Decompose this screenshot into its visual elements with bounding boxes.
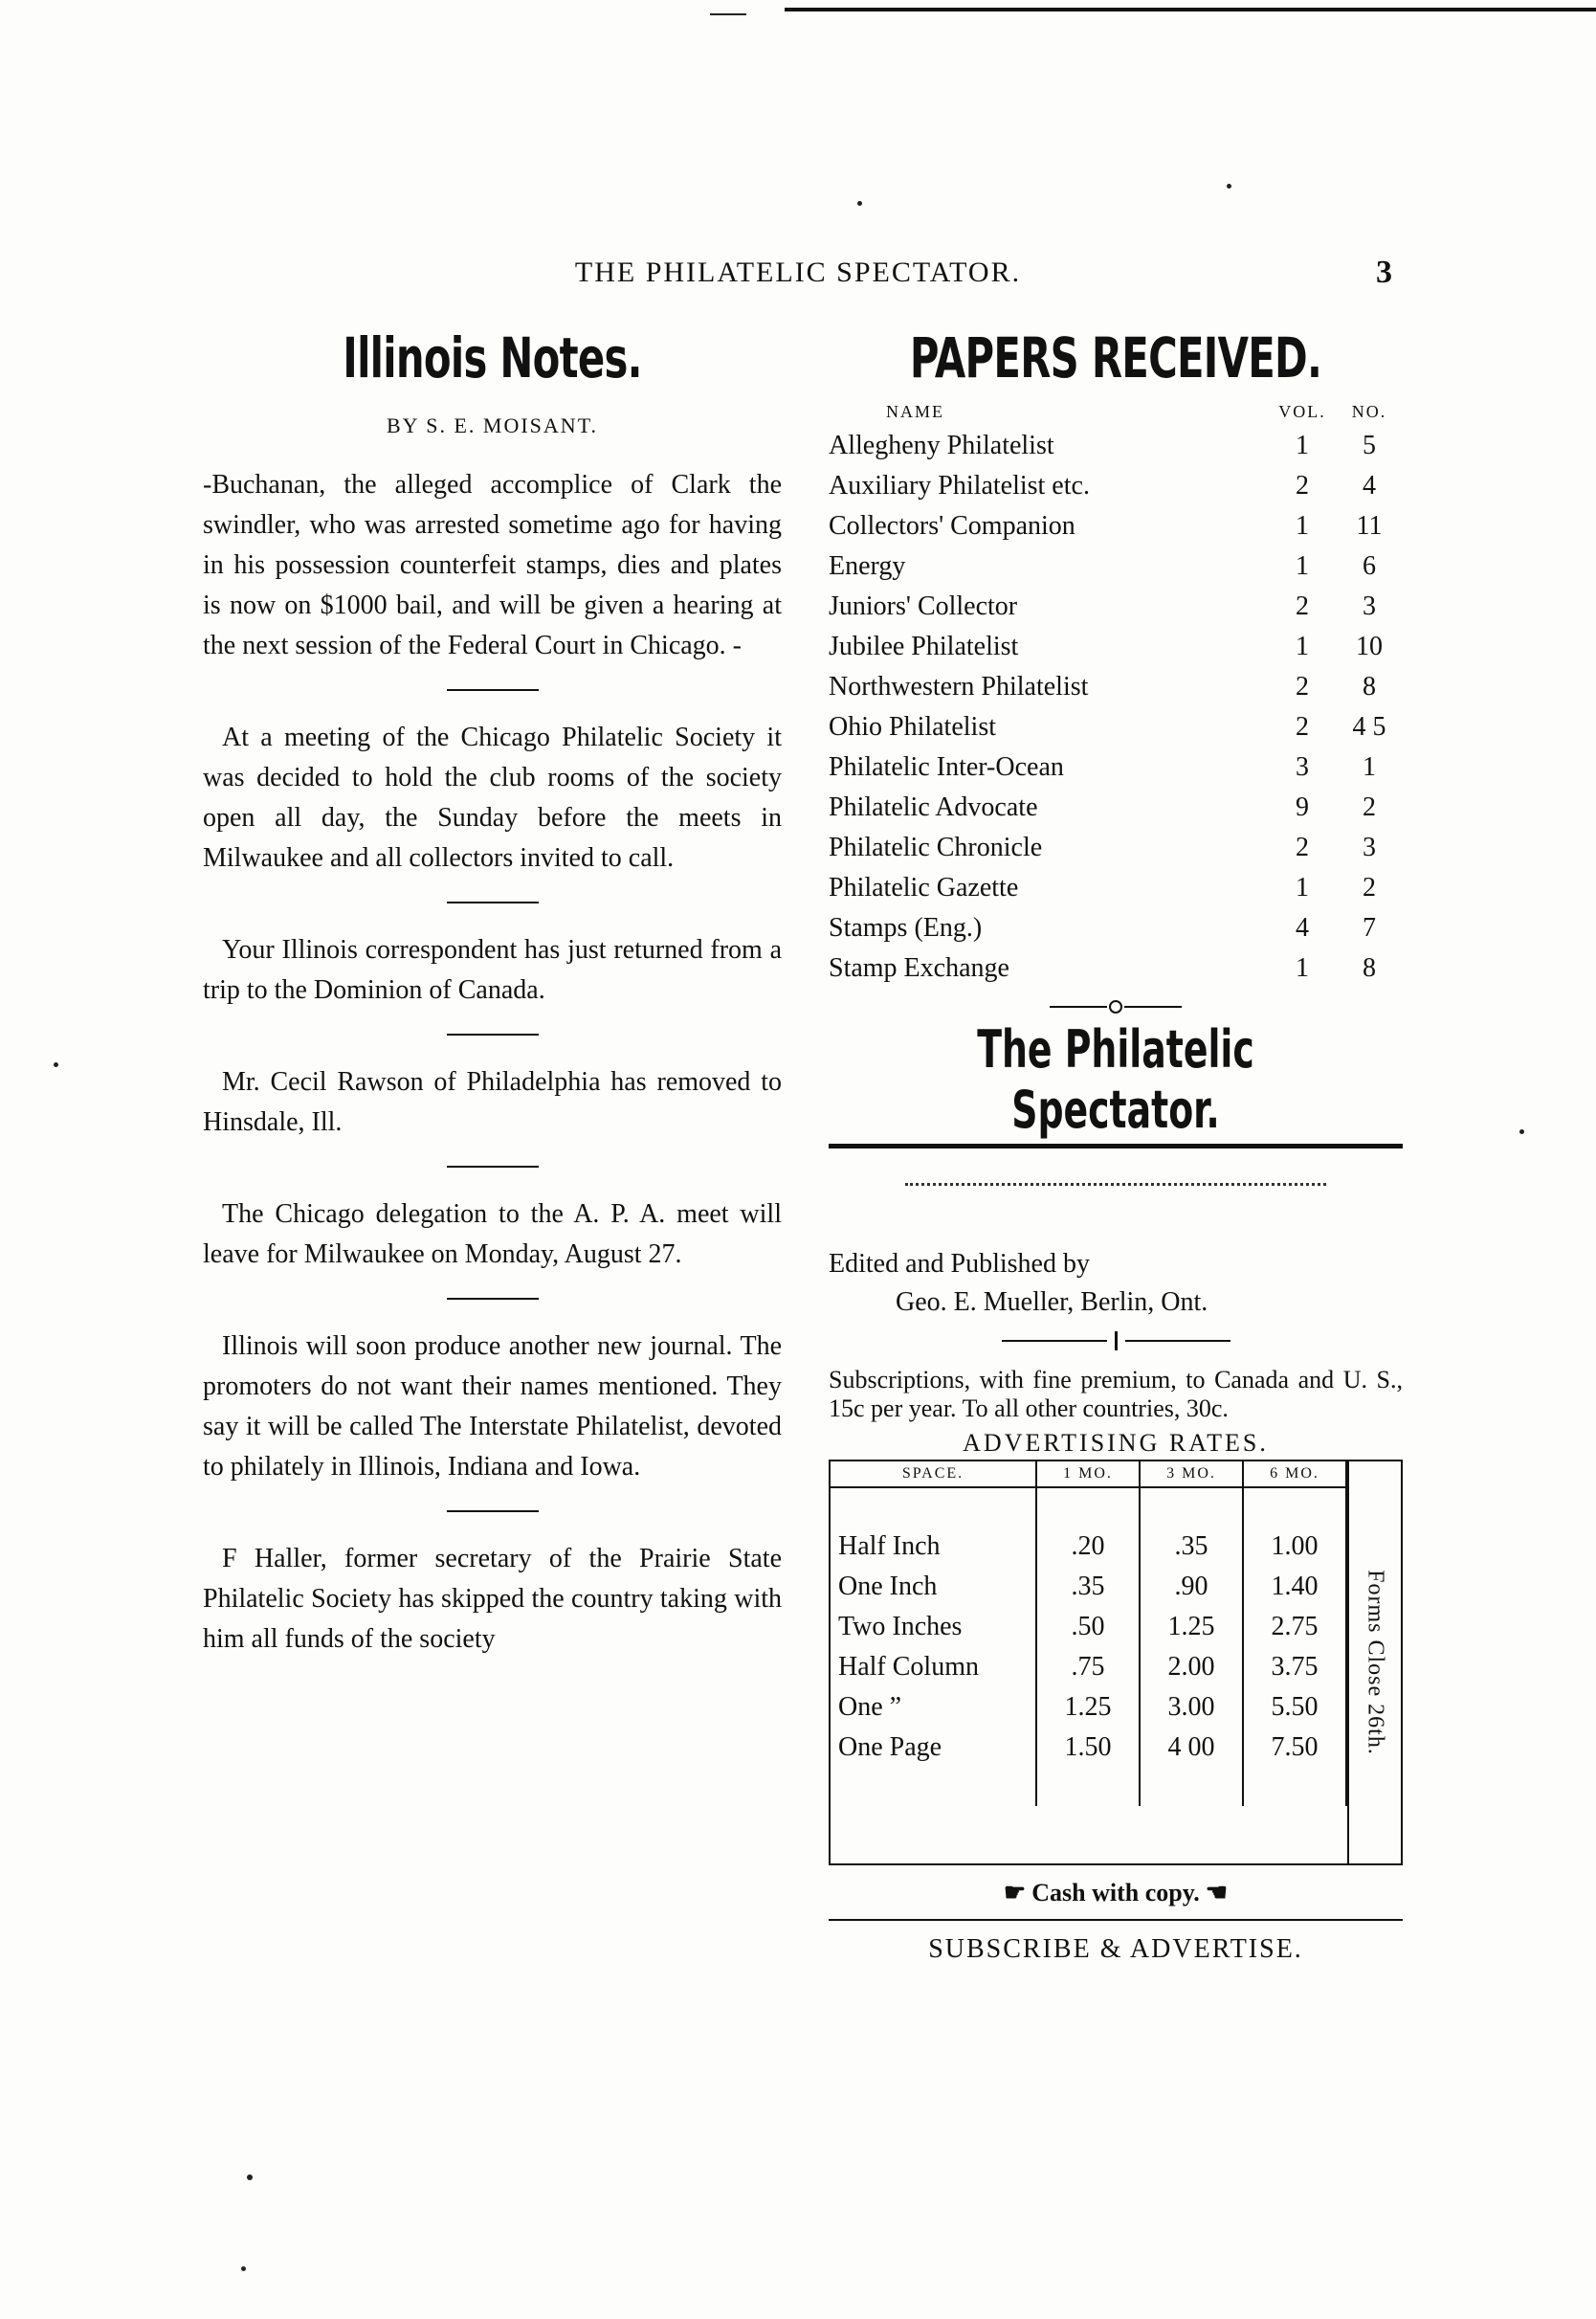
note-paragraph: F Haller, former secretary of the Prairie State Philatelic Society has skipped the country taking with him all funds of the society bbox=[203, 1544, 782, 1654]
paper-vol: 1 bbox=[1296, 953, 1309, 983]
rate-3mo: 2.00 bbox=[1140, 1647, 1243, 1687]
cash-note bbox=[829, 1879, 1403, 1907]
top-rule bbox=[785, 8, 1596, 11]
edited-line: Edited and Published by bbox=[829, 1249, 1090, 1279]
col-name-header: NAME bbox=[886, 402, 944, 421]
paper-no: 2 bbox=[1363, 792, 1376, 822]
paper-no: 4 bbox=[1363, 471, 1376, 501]
paper-vol: 1 bbox=[1296, 632, 1309, 661]
separator-rule bbox=[447, 1034, 539, 1036]
print-speck bbox=[1519, 1129, 1524, 1134]
top-rule-short bbox=[710, 13, 746, 15]
paper-vol: 1 bbox=[1296, 551, 1309, 581]
rate-3mo: 4 00 bbox=[1140, 1728, 1243, 1768]
paper-vol: 2 bbox=[1296, 833, 1309, 862]
separator-rule bbox=[447, 689, 539, 691]
separator-rule bbox=[447, 1166, 539, 1168]
rate-space: One ” bbox=[831, 1687, 1036, 1728]
paper-vol: 4 bbox=[1296, 913, 1309, 943]
paper-no: 2 bbox=[1363, 873, 1376, 903]
paper-name: Stamp Exchange bbox=[829, 953, 1009, 983]
paper-row bbox=[829, 627, 1403, 667]
print-speck bbox=[247, 2174, 253, 2180]
paper-no: 6 bbox=[1363, 551, 1376, 581]
paper-no: 7 bbox=[1363, 913, 1376, 943]
paper-row bbox=[829, 667, 1403, 707]
forms-close-note bbox=[1347, 1461, 1401, 1863]
paper-row bbox=[829, 828, 1403, 868]
rate-1mo: .35 bbox=[1036, 1567, 1140, 1607]
publisher-block bbox=[829, 1245, 1403, 1322]
paper-name: Philatelic Gazette bbox=[829, 873, 1019, 903]
paper-vol: 2 bbox=[1296, 712, 1309, 742]
paper-no: 10 bbox=[1356, 632, 1383, 661]
thick-rule bbox=[829, 1144, 1403, 1148]
rates-spacer-row bbox=[831, 1768, 1346, 1806]
rate-row bbox=[831, 1728, 1346, 1768]
separator-rule bbox=[447, 1510, 539, 1512]
paper-no: 5 bbox=[1363, 431, 1376, 460]
rates-spacer-row bbox=[831, 1487, 1346, 1527]
rate-row bbox=[831, 1527, 1346, 1567]
advertising-rates-title: ADVERTISING RATES. bbox=[963, 1429, 1269, 1457]
rate-3mo: .35 bbox=[1140, 1527, 1243, 1567]
paper-name: Philatelic Chronicle bbox=[829, 833, 1043, 862]
paper-no: 8 bbox=[1363, 672, 1376, 702]
illinois-notes-heading: Illinois Notes. bbox=[343, 325, 642, 390]
paper-no: 8 bbox=[1363, 953, 1376, 983]
rate-6mo: 7.50 bbox=[1243, 1728, 1346, 1768]
ornament-rule bbox=[829, 998, 1403, 1015]
note-paragraph: Illinois will soon produce another new journal. The promoters do not want their names mentioned. They say it will be called The Interstate Philatelist, devoted to philately in Illinois, Indiana and Iowa. bbox=[203, 1331, 782, 1482]
papers-table bbox=[829, 402, 1403, 989]
rate-space: One Inch bbox=[831, 1567, 1036, 1607]
paper-name: Philatelic Inter-Ocean bbox=[829, 752, 1064, 782]
pointing-hand-icon: ☛ bbox=[1003, 1879, 1027, 1906]
paper-row bbox=[829, 546, 1403, 587]
paper-no: 3 bbox=[1363, 591, 1376, 621]
rate-6mo: 5.50 bbox=[1243, 1687, 1346, 1728]
page-number: 3 bbox=[1376, 255, 1392, 290]
paper-no: 3 bbox=[1363, 833, 1376, 862]
print-speck bbox=[241, 2266, 246, 2271]
paper-name: Northwestern Philatelist bbox=[829, 672, 1089, 702]
rates-box bbox=[829, 1460, 1403, 1865]
rates-header-6mo: 6 MO. bbox=[1243, 1461, 1346, 1487]
paper-no: 4 5 bbox=[1352, 712, 1386, 742]
rate-3mo: .90 bbox=[1140, 1567, 1243, 1607]
rate-6mo: 1.40 bbox=[1243, 1567, 1346, 1607]
print-speck bbox=[1227, 184, 1231, 189]
byline: BY S. E. MOISANT. bbox=[386, 413, 598, 437]
paper-vol: 2 bbox=[1296, 591, 1309, 621]
print-speck bbox=[857, 201, 862, 206]
paper-vol: 2 bbox=[1296, 672, 1309, 702]
paper-name: Ohio Philatelist bbox=[829, 712, 996, 742]
rate-3mo: 1.25 bbox=[1140, 1607, 1243, 1647]
rate-space: Half Column bbox=[831, 1647, 1036, 1687]
rates-header-3mo: 3 MO. bbox=[1140, 1461, 1243, 1487]
rate-row bbox=[831, 1687, 1346, 1728]
rate-6mo: 1.00 bbox=[1243, 1527, 1346, 1567]
pointing-hand-icon: ☚ bbox=[1205, 1879, 1229, 1906]
rate-1mo: .50 bbox=[1036, 1607, 1140, 1647]
rate-1mo: .75 bbox=[1036, 1647, 1140, 1687]
short-rule bbox=[829, 1331, 1403, 1350]
paper-name: Collectors' Companion bbox=[829, 511, 1075, 541]
paper-row bbox=[829, 948, 1403, 989]
paper-name: Jubilee Philatelist bbox=[829, 632, 1019, 661]
paper-name: Energy bbox=[829, 551, 906, 581]
paper-row bbox=[829, 908, 1403, 948]
paper-row bbox=[829, 868, 1403, 908]
dotted-rule bbox=[905, 1183, 1326, 1186]
rate-space: Two Inches bbox=[831, 1607, 1036, 1647]
print-speck bbox=[54, 1062, 58, 1067]
rate-space: Half Inch bbox=[831, 1527, 1036, 1567]
paper-vol: 2 bbox=[1296, 471, 1309, 501]
rate-1mo: 1.50 bbox=[1036, 1728, 1140, 1768]
paper-vol: 3 bbox=[1296, 752, 1309, 782]
note-paragraph: At a meeting of the Chicago Philatelic Society it was decided to hold the club rooms of the society open all day, the Sunday before the meets in Milwaukee and all collectors invited to call. bbox=[203, 723, 782, 873]
forms-close-text: Forms Close 26th. bbox=[1363, 1570, 1388, 1755]
paper-row bbox=[829, 747, 1403, 788]
rates-header-1mo: 1 MO. bbox=[1036, 1461, 1140, 1487]
note-paragraph: The Chicago delegation to the A. P. A. meet will leave for Milwaukee on Monday, August 27. bbox=[203, 1199, 782, 1269]
rate-1mo: .20 bbox=[1036, 1527, 1140, 1567]
papers-column bbox=[829, 325, 1403, 1965]
rates-header-space: SPACE. bbox=[831, 1461, 1036, 1487]
paper-vol: 9 bbox=[1296, 792, 1309, 822]
rate-3mo: 3.00 bbox=[1140, 1687, 1243, 1728]
paper-name: Philatelic Advocate bbox=[829, 792, 1038, 822]
subscriptions-text: Subscriptions, with fine premium, to Canada and U. S., 15c per year. To all other countries, 30c. bbox=[829, 1366, 1403, 1422]
rates-table bbox=[831, 1461, 1347, 1806]
paper-no: 11 bbox=[1356, 511, 1383, 541]
col-vol-header: VOL. bbox=[1278, 402, 1326, 421]
note-paragraph: Mr. Cecil Rawson of Philadelphia has removed to Hinsdale, Ill. bbox=[203, 1067, 782, 1137]
papers-received-heading: PAPERS RECEIVED. bbox=[909, 325, 1322, 390]
paper-vol: 1 bbox=[1296, 511, 1309, 541]
paper-vol: 1 bbox=[1296, 431, 1309, 460]
rate-6mo: 3.75 bbox=[1243, 1647, 1346, 1687]
paper-name: Stamps (Eng.) bbox=[829, 913, 983, 943]
paper-row bbox=[829, 426, 1403, 466]
paper-row bbox=[829, 466, 1403, 506]
paper-row bbox=[829, 707, 1403, 747]
rate-6mo: 2.75 bbox=[1243, 1607, 1346, 1647]
illinois-notes-column bbox=[203, 325, 782, 1660]
paper-name: Juniors' Collector bbox=[829, 591, 1018, 621]
paper-row bbox=[829, 587, 1403, 627]
subscribe-line: SUBSCRIBE & ADVERTISE. bbox=[928, 1934, 1303, 1964]
paper-row bbox=[829, 788, 1403, 828]
col-no-header: NO. bbox=[1351, 402, 1387, 421]
paper-no: 1 bbox=[1363, 752, 1376, 782]
spectator-heading: The Philatelic Spectator. bbox=[977, 1019, 1254, 1140]
separator-rule bbox=[447, 902, 539, 903]
note-paragraph: -Buchanan, the alleged accomplice of Clark the swindler, who was arrested sometime ago for having in his possession counterfeit stamps, dies and plates is now on $1000 bail, and will be given a hearing at the next session of the Federal Court in Chicago. - bbox=[203, 470, 782, 660]
cash-note-text: Cash with copy. bbox=[1031, 1879, 1200, 1906]
publisher-line: Geo. E. Mueller, Berlin, Ont. bbox=[896, 1287, 1208, 1317]
rate-1mo: 1.25 bbox=[1036, 1687, 1140, 1728]
rate-row bbox=[831, 1567, 1346, 1607]
paper-name: Auxiliary Philatelist etc. bbox=[829, 471, 1090, 501]
paper-row bbox=[829, 506, 1403, 546]
rate-row bbox=[831, 1647, 1346, 1687]
running-head: THE PHILATELIC SPECTATOR. bbox=[574, 256, 1022, 288]
separator-rule bbox=[447, 1298, 539, 1300]
rate-row bbox=[831, 1607, 1346, 1647]
paper-vol: 1 bbox=[1296, 873, 1309, 903]
rate-space: One Page bbox=[831, 1728, 1036, 1768]
paper-name: Allegheny Philatelist bbox=[829, 431, 1054, 460]
note-paragraph: Your Illinois correspondent has just returned from a trip to the Dominion of Canada. bbox=[203, 935, 782, 1005]
bottom-rule bbox=[829, 1919, 1403, 1921]
